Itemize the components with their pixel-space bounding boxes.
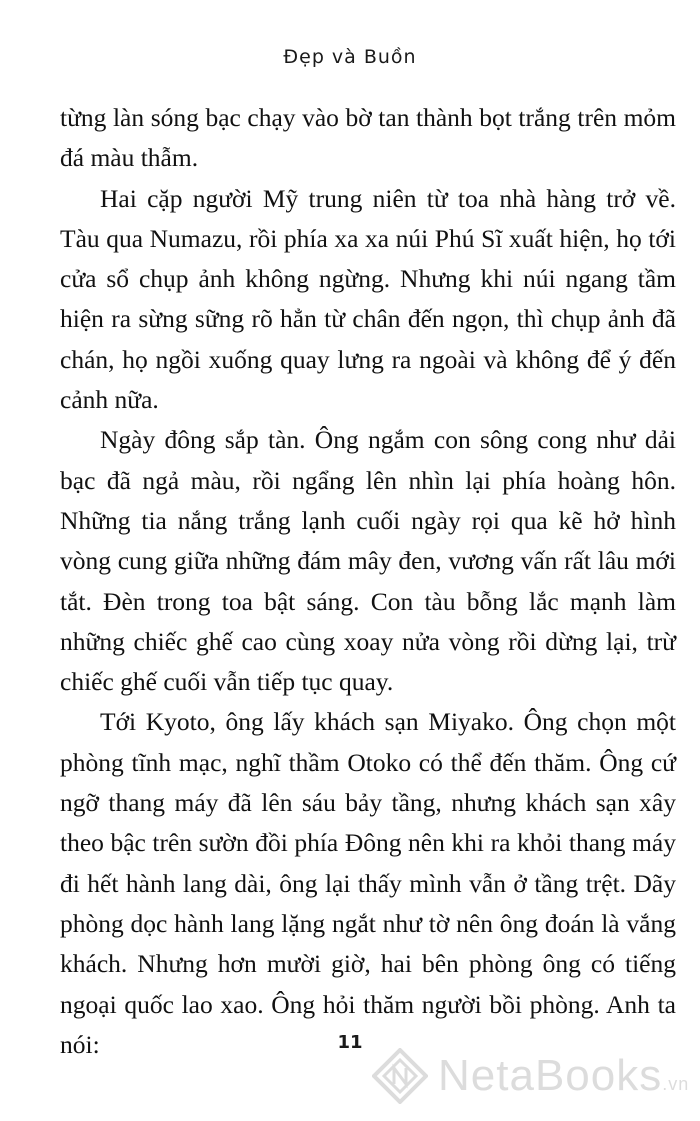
watermark-text [438,1051,689,1101]
watermark-brand: NetaBooks [438,1051,663,1100]
watermark [372,1048,689,1104]
running-header: Đẹp và Buồn [283,46,417,68]
page-number: 11 [337,1032,363,1053]
paragraph-continuation: từng làn sóng bạc chạy vào bờ tan thành bọt trắng trên mỏm đá màu thẫm. [60,103,676,173]
paragraph: Hai cặp người Mỹ trung niên từ toa nhà hàng trở về. Tàu qua Numazu, rồi phía xa xa núi Phú Sĩ xuất hiện, họ tới cửa sổ chụp ảnh không ngừng. Nhưng khi núi ngang tầm hiện ra sừng sững rõ hẳn từ chân đến ngọn, thì chụp ảnh đã chán, họ ngồi xuống quay lưng ra ngoài và không để ý đến cảnh nữa. [60,183,676,415]
paragraph: Ngày đông sắp tàn. Ông ngắm con sông cong như dải bạc đã ngả màu, rồi ngẩng lên nhìn lại phía hoàng hôn. Những tia nắng trắng lạnh cuối ngày rọi qua kẽ hở hình vòng cung giữa những đám mây đen, vương vấn rất lâu mới tắt. Đèn trong toa bật sáng. Con tàu bỗng lắc mạnh làm những chiếc ghế cao cùng xoay nửa vòng rồi dừng lại, trừ chiếc ghế cuối vẫn tiếp tục quay. [60,425,676,697]
netabooks-logo-icon [372,1048,428,1104]
paragraph: Tới Kyoto, ông lấy khách sạn Miyako. Ông chọn một phòng tĩnh mạc, nghĩ thầm Otoko có thể đến thăm. Ông cứ ngỡ thang máy đã lên sáu bảy tầng, nhưng khách sạn xây theo bậc trên sườn đồi phía Đông nên khi ra khỏi thang máy đi hết hành lang dài, ông lại thấy mình vẫn ở tầng trệt. Dãy phòng dọc hành lang lặng ngắt như tờ nên ông đoán là vắng khách. Nhưng hơn mười giờ, hai bên phòng ông có tiếng ngoại quốc lao xao. Ông hỏi thăm người bồi phòng. Anh ta nói: [60,707,676,1059]
body-text [60,98,676,1065]
watermark-suffix: .vn [662,1074,690,1094]
